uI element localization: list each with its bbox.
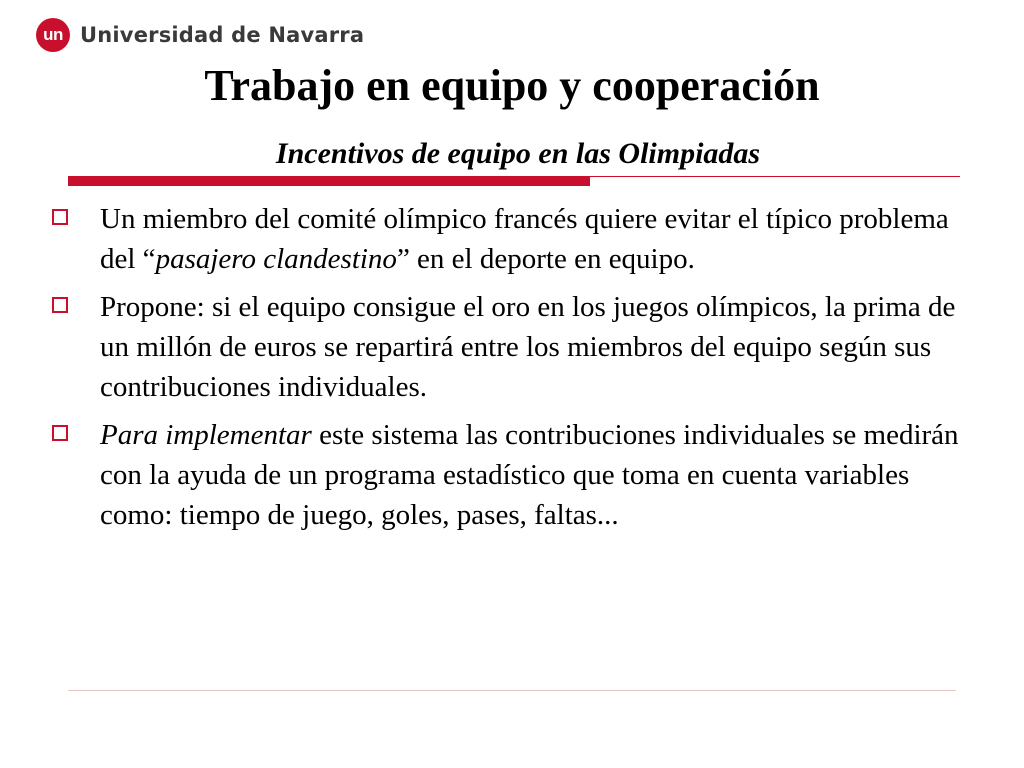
square-bullet-icon [52,425,68,441]
bullet-text-segment: Propone: si el equipo consigue el oro en los juegos olímpicos, la prima de un millón de euros se repartirá entre los miembros del equipo según sus contribuciones individuales. [100,291,956,403]
bullet-text-segment: este sistema las contribuciones individuales se medirán con la ayuda de un programa estadístico que toma en cuenta variables como: tiempo de juego, goles, pases, faltas... [100,419,959,531]
bullet-list [52,199,982,543]
logo-mark-icon: un [36,18,70,52]
bullet-item [52,199,982,279]
bullet-text-segment: ” en el deporte en equipo. [396,243,695,275]
bullet-text-segment: Un miembro del comité olímpico francés quiere evitar el típico problema del “ [100,203,949,275]
title-divider-thick [68,177,590,186]
slide-subtitle: Incentivos de equipo en las Olimpiadas [275,137,761,170]
bullet-item [52,287,982,407]
bullet-item [52,415,982,535]
university-logo [36,17,364,53]
square-bullet-icon [52,209,68,225]
slide-title: Trabajo en equipo y cooperación [204,61,820,110]
bullet-emphasis: Para implementar [100,419,312,451]
bullet-text [100,203,949,275]
footer-divider [68,690,956,691]
bullet-text [100,419,959,531]
square-bullet-icon [52,297,68,313]
logo-wordmark: Universidad de Navarra [80,23,365,47]
bullet-emphasis: pasajero clandestino [155,243,397,275]
bullet-text [100,291,955,403]
